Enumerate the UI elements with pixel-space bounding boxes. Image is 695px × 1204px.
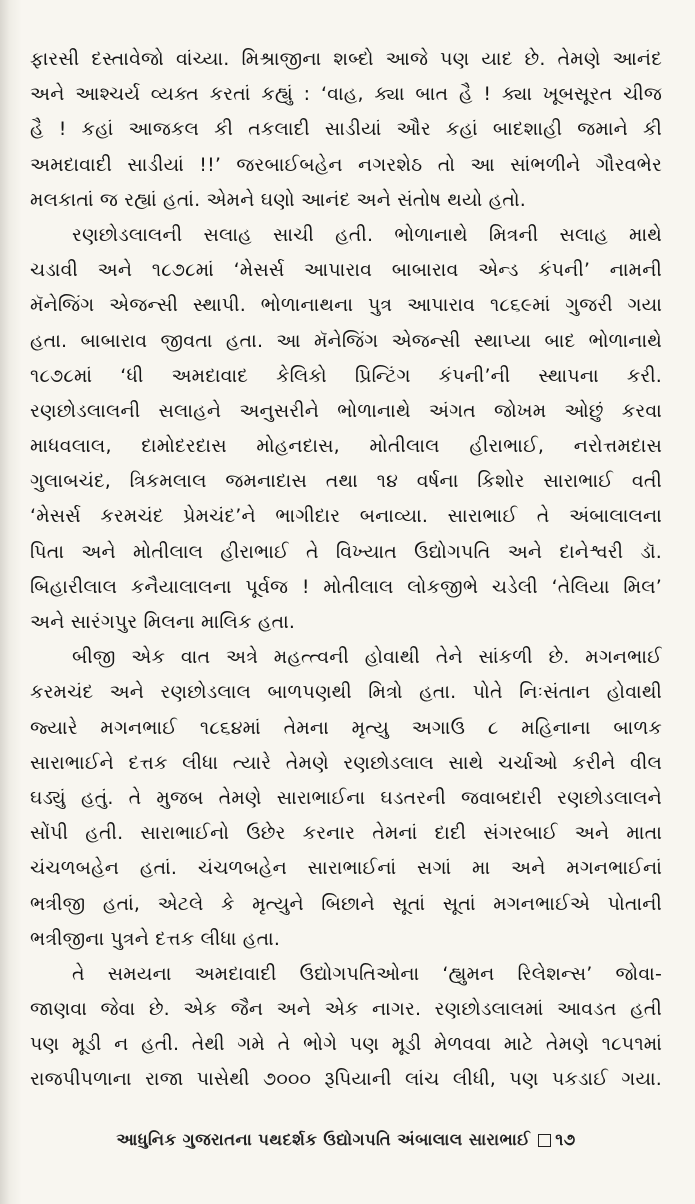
text-line: ‘મેસર્સ કરમચંદ પ્રેમચંદ’ને ભાગીદાર બનાવ્યા. સારાભાઈ તે અંબાલાલના [30, 505, 662, 528]
text-line: ફારસી દસ્તાવેજો વાંચ્યા. મિશ્રાજીના શબ્દો આજે પણ યાદ છે. તેમણે આનંદ [30, 48, 662, 70]
text-line: ભત્રીજીના પુત્રને દત્તક લીધા હતા. [30, 927, 281, 950]
text-line: ગુલાબચંદ, ત્રિકમલાલ જમનાદાસ તથા ૧૪ વર્ષના કિશોર સારાભાઈ વતી [30, 470, 662, 493]
text-line: સોંપી હતી. સારાભાઈનો ઉછેર કરનાર તેમનાં દાદી સંગરબાઈ અને માતા [30, 822, 662, 845]
body-text [30, 42, 662, 1098]
text-line: મલકાતાં જ રહ્યાં હતાં. એમને ઘણો આનંદ અને સંતોષ થયો હતો. [30, 188, 526, 211]
text-line: રણછોડલાલની સલાહ સાચી હતી. ભોળાનાથે મિત્રની સલાહ માથે [72, 223, 662, 246]
text-line: પણ મૂડી ન હતી. તેથી ગમે તે ભોગે પણ મૂડી મેળવવા માટે તેમણે ૧૮૫૧માં [30, 1033, 662, 1056]
text-line: ૧૮૭૮માં ‘ધી અમદાવાદ કેલિકો પ્રિન્ટિંગ કંપની’ની સ્થાપના કરી. [30, 364, 662, 387]
text-line: રાજપીપળાના રાજા પાસેથી ૭૦૦૦ રૂપિયાની લાંચ લીધી, પણ પકડાઈ ગયા. [30, 1068, 662, 1091]
running-title: આધુનિક ગુજરાતના પથદર્શક ઉદ્યોગપતિ અંબાલાલ સારાભાઈ [116, 1130, 531, 1149]
text-line: જ્યારે મગનભાઈ ૧૮૬૪માં તેમના મૃત્યુ અગાઉ ૮ મહિનાના બાળક [30, 716, 662, 739]
text-line: અમદાવાદી સાડીયાં !!’ જરબાઈબહેન નગરશેઠ તો આ સાંભળીને ગૌરવભેર [30, 153, 662, 176]
square-bullet-icon [538, 1134, 551, 1147]
text-line: ચડાવી અને ૧૮૭૮માં ‘મેસર્સ આપારાવ બાબારાવ એન્ડ કંપની’ નામની [30, 259, 662, 282]
text-line: કરમચંદ અને રણછોડલાલ બાળપણથી મિત્રો હતા. પોતે નિઃસંતાન હોવાથી [30, 681, 662, 704]
text-line: ચંચળબહેન હતાં. ચંચળબહેન સારાભાઈનાં સગાં મા અને મગનભાઈનાં [30, 857, 662, 880]
text-line: સારાભાઈને દત્તક લીધા ત્યારે તેમણે રણછોડલાલ સાથે ચર્ચાઓ કરીને વીલ [30, 751, 662, 774]
text-line: તે સમયના અમદાવાદી ઉદ્યોગપતિઓના ‘હ્યુમન રિલેશન્સ’ જોવા- [72, 962, 662, 985]
text-line: હતા. બાબારાવ જીવતા હતા. આ મૅનેજિંગ એજન્સી સ્થાપ્યા બાદ ભોળાનાથે [30, 329, 662, 352]
text-line: જાણવા જેવા છે. એક જૈન અને એક નાગર. રણછોડલાલમાં આવડત હતી [30, 998, 662, 1021]
text-line: ભત્રીજી હતાં, એટલે કે મૃત્યુને બિછાને સૂતાં સૂતાં મગનભાઈએ પોતાની [30, 892, 662, 915]
text-line: માધવલાલ, દામોદરદાસ મોહનદાસ, મોતીલાલ હીરાભાઈ, નરોત્તમદાસ [30, 435, 662, 458]
page-number: ૧૭ [555, 1130, 576, 1149]
text-line: મૅનેજિંગ એજન્સી સ્થાપી. ભોળાનાથના પુત્ર આપારાવ ૧૮૬૯માં ગુજરી ગયા [30, 294, 662, 317]
text-line: ઘડ્યું હતું. તે મુજબ તેમણે સારાભાઈના ઘડતરની જવાબદારી રણછોડલાલને [30, 786, 662, 809]
text-line: બિહારીલાલ કનૈયાલાલના પૂર્વજ ! મોતીલાલ લોકજીભે ચડેલી ‘તેલિયા મિલ’ [30, 575, 662, 598]
text-line: અને આશ્ચર્ય વ્યક્ત કરતાં કહ્યું : ‘વાહ, ક્યા બાત હૈ ! ક્યા ખૂબસૂરત ચીજ [30, 83, 662, 106]
text-line: હૈ ! કહાં આજકલ કી તકલાદી સાડીયાં ઔર કહાં બાદશાહી જમાને કી [30, 118, 662, 141]
text-line: બીજી એક વાત અત્રે મહત્ત્વની હોવાથી તેને સાંકળી છે. મગનભાઈ [72, 646, 662, 669]
text-line: પિતા અને મોતીલાલ હીરાભાઈ તે વિખ્યાત ઉદ્યોગપતિ અને દાનેશ્વરી ડૉ. [30, 540, 662, 563]
text-line: રણછોડલાલની સલાહને અનુસરીને ભોળાનાથે અંગત જોખમ ઓછું કરવા [30, 399, 662, 422]
page-footer [30, 1128, 662, 1152]
text-line: અને સારંગપુર મિલના માલિક હતા. [30, 611, 296, 633]
